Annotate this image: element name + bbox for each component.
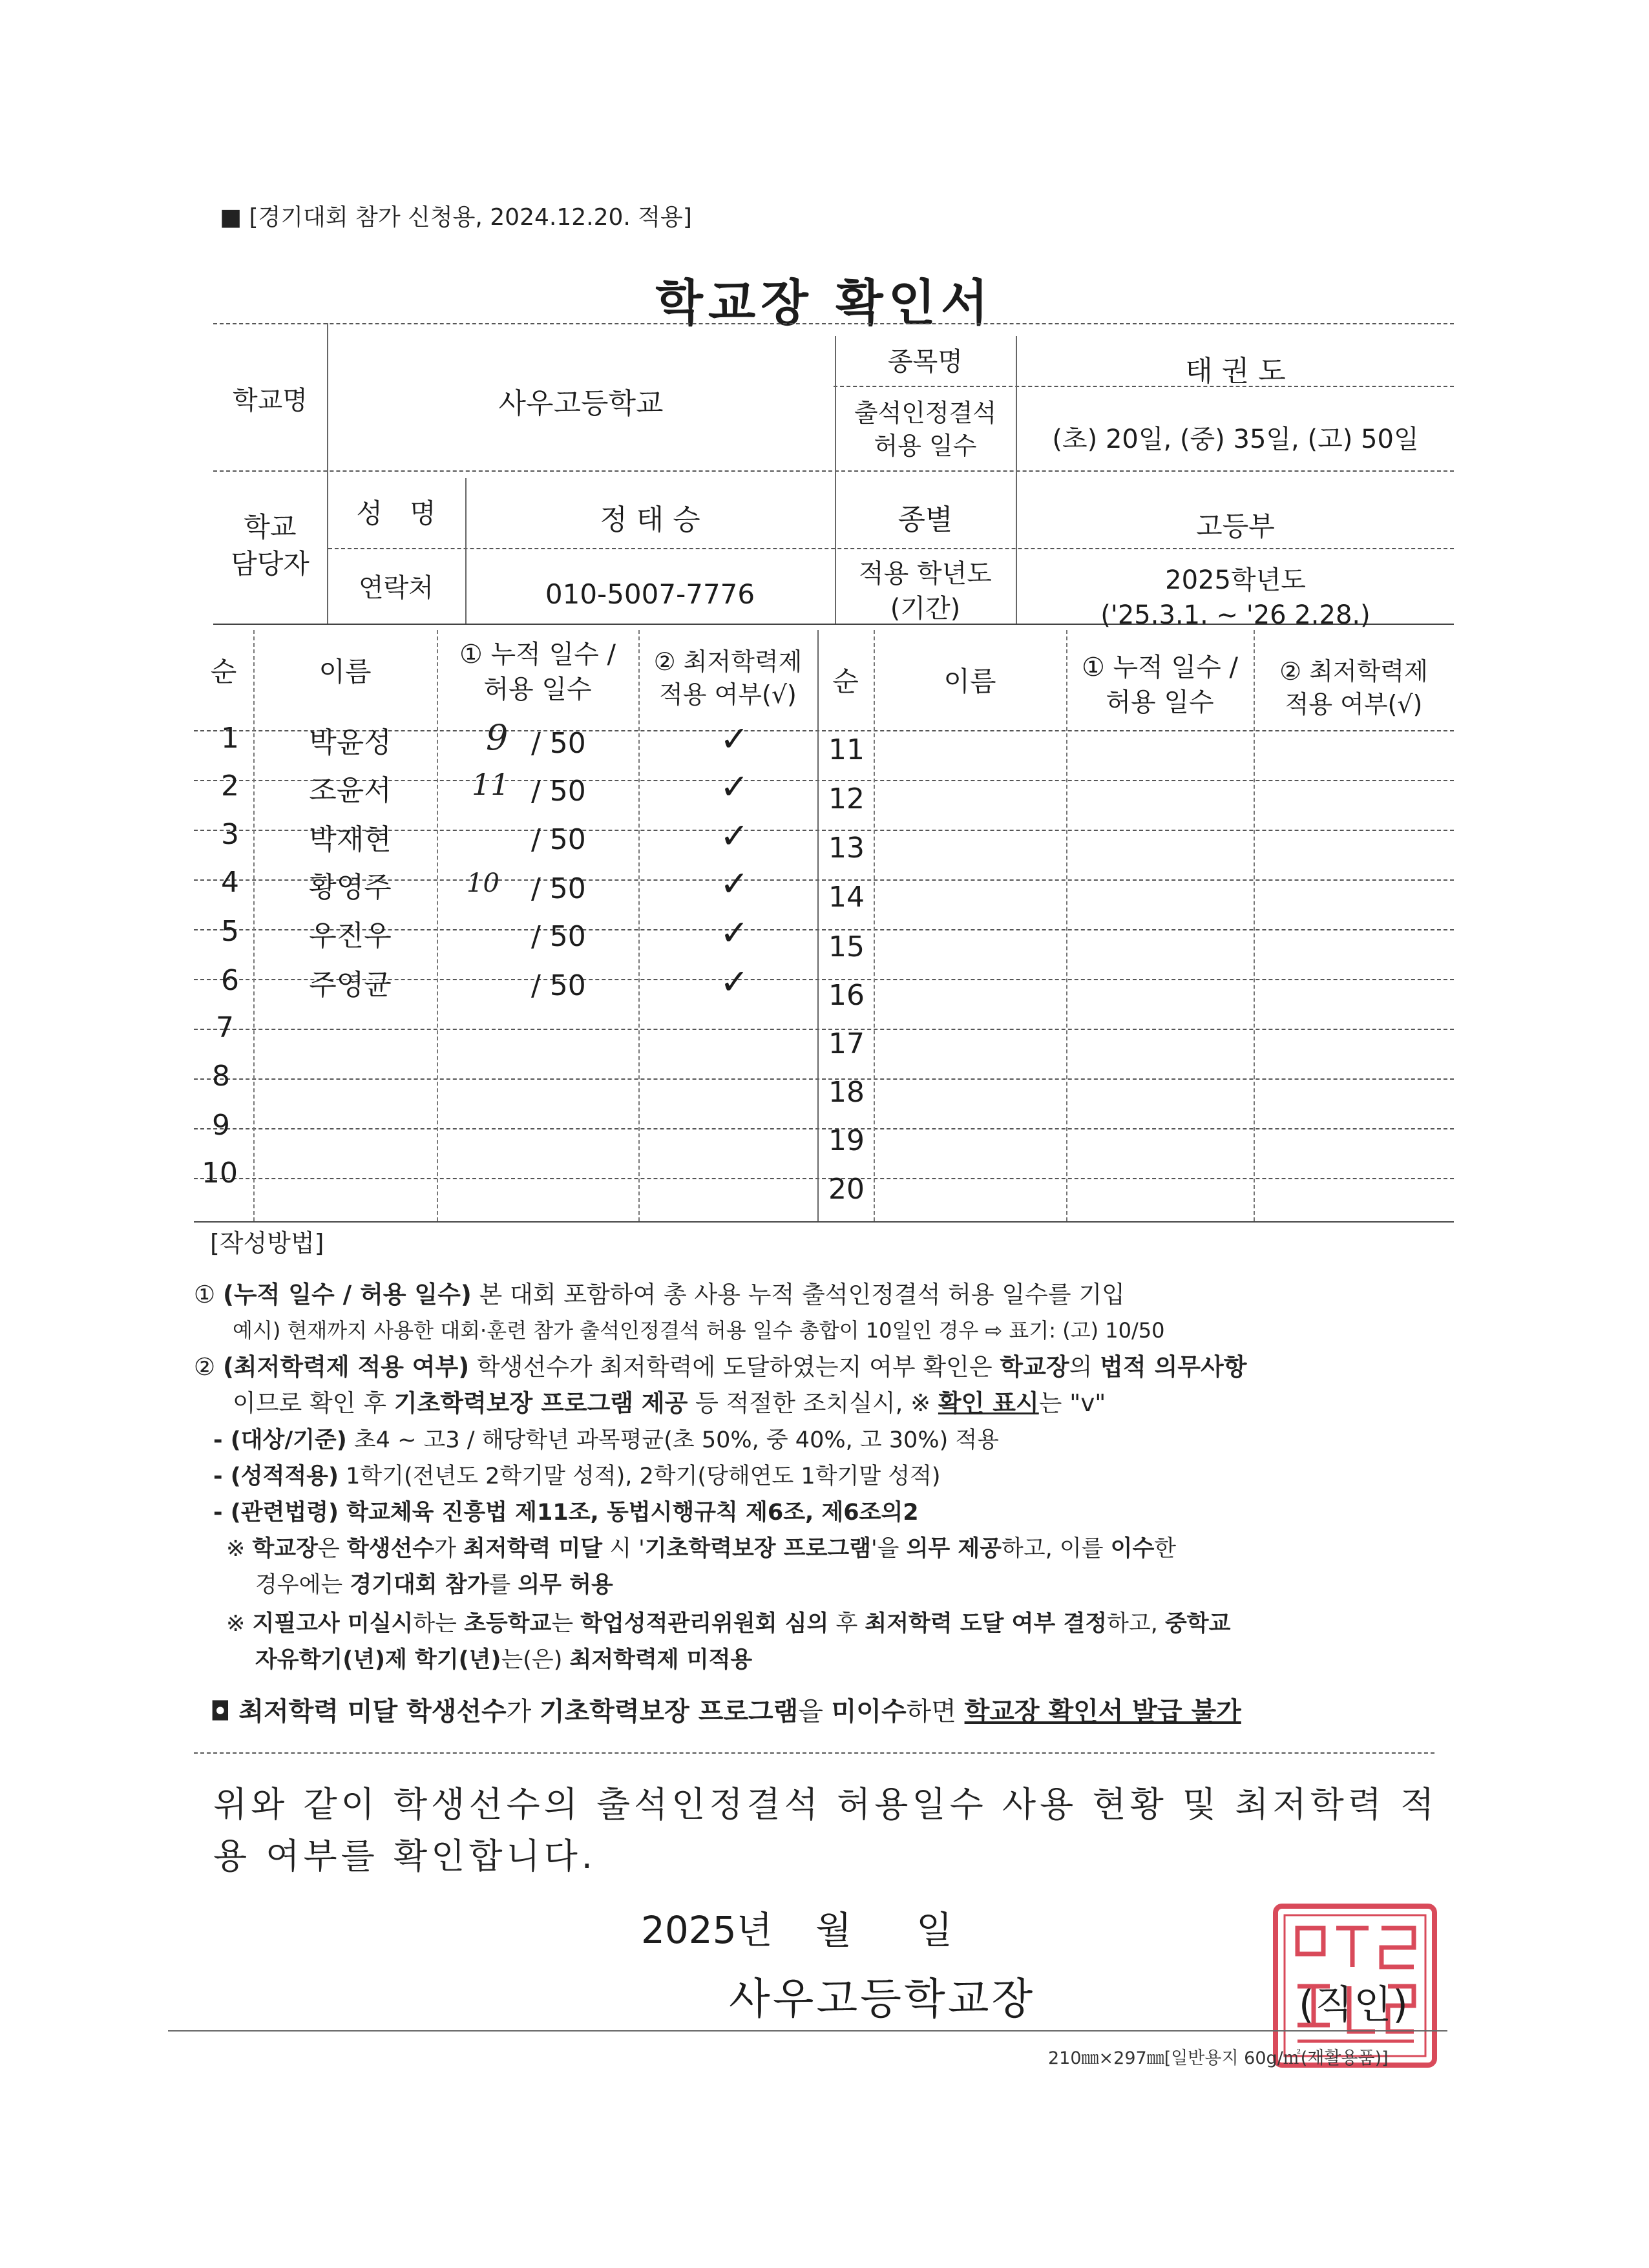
contact-label: 연락처 — [359, 573, 434, 603]
guide-line: 경우에는 경기대회 참가를 의무 허용 — [255, 1572, 613, 1598]
guide-warning: ◘ 최저학력 미달 학생선수가 기초학력보장 프로그램을 미이수하면 학교장 확인서 발급 불가 — [210, 1697, 1241, 1727]
allowed-days-label: 출석인정결석 허용 일수 — [854, 398, 997, 460]
form-usage-note: ■ [경기대회 참가 신청용, 2024.12.20. 적용] — [220, 204, 692, 231]
category-value: 고등부 — [1196, 510, 1275, 542]
date-month: 월 — [815, 1908, 852, 1952]
guide-line: ② (최저학력제 적용 여부) 학생선수가 최저학력에 도달하였는지 여부 확인은 학교장의 법적 의무사항 — [194, 1353, 1247, 1381]
check-mark: ✓ — [720, 863, 750, 904]
guide-line: - (관련법령) 학교체육 진흥법 제11조, 동법시행규칙 제6조, 제6조의2 — [213, 1500, 919, 1526]
row-number: 5 — [221, 915, 239, 948]
footer-divider — [168, 2030, 1447, 2032]
student-name: 황영주 — [309, 871, 392, 904]
confirm-text-line-1: 위와 같이 학생선수의 출석인정결석 허용일수 사용 현황 및 최저학력 적 — [213, 1784, 1438, 1825]
guide-line: ※ 학교장은 학생선수가 최저학력 미달 시 '기초학력보장 프로그램'을 의무 제공하고, 이를 이수한 — [226, 1536, 1177, 1562]
guide-heading: [작성방법] — [210, 1229, 324, 1257]
student-name: 박재현 — [309, 823, 392, 856]
school-year-value: 2025학년도 ('25.3.1. ~ '26 2.28.) — [1100, 565, 1371, 630]
signer-name: 사우고등학교장 — [729, 1974, 1036, 2024]
guide-line: - (성적적용) 1학기(전년도 2학기말 성적), 2학기(당해연도 1학기말 성적) — [213, 1464, 941, 1489]
header-check-left: ② 최저학력제 적용 여부(√) — [653, 647, 803, 709]
manager-name-value: 정 태 승 — [600, 503, 700, 537]
school-name-value: 사우고등학교 — [498, 387, 664, 421]
row-number: 19 — [828, 1124, 865, 1157]
allowed-days-value: (초) 20일, (중) 35일, (고) 50일 — [1052, 425, 1419, 454]
allowed-days: / 50 — [531, 920, 586, 953]
check-mark: ✓ — [720, 961, 750, 1002]
school-name-label: 학교명 — [233, 386, 308, 415]
manager-name-label: 성 명 — [356, 497, 436, 529]
guide-line: 예시) 현재까지 사용한 대회·훈련 참가 출석인정결석 허용 일수 총합이 10일인 경우 ⇨ 표기: (고) 10/50 — [233, 1318, 1165, 1343]
check-mark: ✓ — [720, 766, 750, 807]
row-number: 2 — [221, 770, 239, 803]
row-number: 16 — [828, 979, 865, 1012]
guide-line: - (대상/기준) 초4 ~ 고3 / 해당학년 과목평균(초 50%, 중 40%, 고 30%) 적용 — [213, 1427, 999, 1453]
row-number: 4 — [221, 866, 239, 899]
school-year-label: 적용 학년도 (기간) — [859, 558, 992, 624]
row-number: 18 — [828, 1076, 865, 1109]
allowed-days: / 50 — [531, 969, 586, 1002]
row-number: 12 — [828, 782, 865, 815]
header-num-left: 순 — [210, 655, 237, 688]
divider — [194, 1752, 1434, 1754]
header-name-right: 이름 — [943, 665, 996, 697]
guide-line: 자유학기(년)제 학기(년)는(은) 최저학력제 미적용 — [255, 1647, 753, 1673]
guide-line: ① (누적 일수 / 허용 일수) 본 대회 포함하여 총 사용 누적 출석인정결석 허용 일수를 기입 — [194, 1281, 1125, 1308]
seal-label: (직인) — [1299, 1982, 1409, 2028]
allowed-days: / 50 — [531, 775, 586, 808]
header-num-right: 순 — [832, 665, 859, 697]
sport-value: 태 권 도 — [1185, 355, 1286, 388]
date-year: 2025년 — [641, 1908, 773, 1952]
handwritten-days: 10 — [467, 868, 499, 898]
guide-line: 이므로 확인 후 기초학력보장 프로그램 제공 등 적절한 조치실시, ※ 확인 표시는 "v" — [233, 1389, 1106, 1417]
student-name: 우진우 — [309, 919, 392, 952]
row-number: 6 — [221, 964, 239, 997]
check-mark: ✓ — [720, 815, 750, 856]
allowed-days: / 50 — [531, 823, 586, 856]
confirm-text-line-2: 용 여부를 확인합니다. — [213, 1836, 596, 1876]
header-days-left: ① 누적 일수 / 허용 일수 — [459, 640, 616, 704]
handwritten-days: 11 — [472, 767, 510, 802]
row-number: 9 — [212, 1109, 230, 1142]
sport-label: 종목명 — [888, 347, 963, 377]
row-number: 8 — [212, 1060, 230, 1093]
header-name-left: 이름 — [319, 655, 372, 688]
row-number: 7 — [216, 1011, 234, 1044]
check-mark: ✓ — [720, 912, 750, 953]
contact-value: 010-5007-7776 — [545, 578, 755, 610]
allowed-days: / 50 — [531, 872, 586, 905]
row-number: 3 — [221, 818, 239, 851]
category-label: 종별 — [898, 503, 953, 537]
date-day: 일 — [916, 1908, 953, 1952]
row-number: 13 — [828, 832, 865, 865]
document-title: 학교장 확인서 — [655, 274, 994, 331]
row-number: 17 — [828, 1027, 865, 1060]
row-number: 20 — [828, 1173, 865, 1206]
row-number: 15 — [828, 930, 865, 963]
handwritten-days: 9 — [486, 717, 509, 758]
allowed-days: / 50 — [531, 727, 586, 760]
row-number: 11 — [828, 733, 865, 766]
manager-label: 학교 담당자 — [231, 511, 310, 580]
student-name: 주영균 — [309, 969, 392, 1002]
student-name: 조윤서 — [309, 774, 392, 807]
row-number: 10 — [202, 1157, 238, 1190]
header-days-right: ① 누적 일수 / 허용 일수 — [1081, 653, 1239, 717]
student-name: 박윤성 — [309, 726, 392, 759]
check-mark: ✓ — [720, 719, 750, 759]
row-number: 14 — [828, 881, 865, 914]
paper-spec-footer: 210㎜×297㎜[일반용지 60g/㎡(재활용품)] — [1048, 2048, 1389, 2068]
header-check-right: ② 최저학력제 적용 여부(√) — [1279, 656, 1428, 719]
guide-line: ※ 지필고사 미실시하는 초등학교는 학업성적관리위원회 심의 후 최저학력 도달 여부 결정하고, 중학교 — [226, 1611, 1231, 1637]
row-number: 1 — [221, 722, 239, 755]
